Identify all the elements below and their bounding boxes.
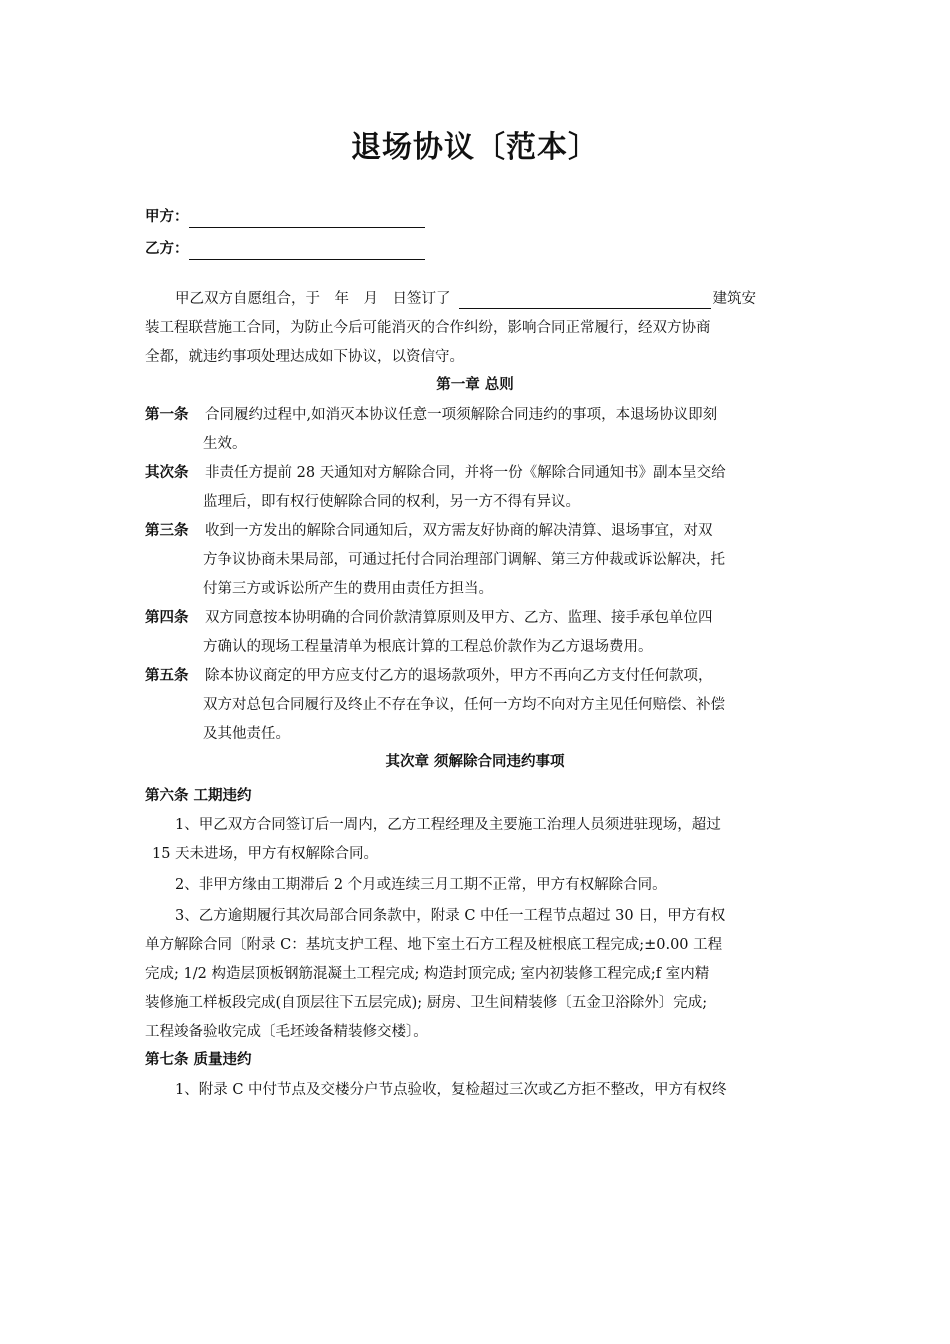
article-3-line-2: 方争议协商未果局部，可通过托付合同治理部门调解、第三方仲裁或诉讼解决，托 [203,552,725,568]
article-3: 第三条 收到一方发出的解除合同通知后，双方需友好协商的解决清算、退场事宜，对双 [145,523,713,539]
article-7-heading: 第七条 质量违约 [145,1052,252,1068]
contract-name-blank [459,293,711,309]
chapter-2-heading: 其次章 须解除合同违约事项 [385,754,565,770]
article-6-item-3-line-5: 工程竣备验收完成〔毛坯竣备精装修交楼〕。 [145,1024,428,1040]
article-6-item-3-line-4: 装修施工样板段完成(自顶层往下五层完成); 厨房、卫生间精装修〔五金卫浴除外〕完成; [145,995,708,1011]
article-6-item-1-line-1: 1、甲乙双方合同签订后一周内，乙方工程经理及主要施工治理人员须进驻现场，超过 [175,817,721,833]
article-6-item-3-line-1: 3、乙方逾期履行其次局部合同条款中，附录 C 中任一工程节点超过 30 日，甲方有权 [175,908,726,924]
party-b-blank [189,243,425,260]
article-4-label: 第四条 [145,610,189,626]
article-4-line-2: 方确认的现场工程量清单为根底计算的工程总价款作为乙方退场费用。 [203,639,653,655]
intro-line-2: 装工程联营施工合同，为防止今后可能消灭的合作纠纷，影响合同正常履行，经双方协商 [145,320,711,336]
article-1-line-2: 生效。 [203,436,247,452]
article-5: 第五条 除本协议商定的甲方应支付乙方的退场款项外，甲方不再向乙方支付任何款项， [145,668,713,684]
intro-line-1: 甲乙双方自愿组合，于 年 月 日签订了 建筑安 [175,291,756,307]
article-5-label: 第五条 [145,668,189,684]
article-2-line-2: 监理后，即有权行使解除合同的权利，另一方不得有异议。 [203,494,580,510]
article-2: 其次条 非责任方提前 28 天通知对方解除合同，并将一份《解除合同通知书》副本呈交给 [145,465,726,481]
chapter-1-heading: 第一章 总则 [436,377,514,393]
article-2-label: 其次条 [145,465,189,481]
article-3-label: 第三条 [145,523,189,539]
article-3-line-3: 付第三方或诉讼所产生的费用由责任方担当。 [203,581,493,597]
party-a-line [145,206,425,228]
article-5-line-2: 双方对总包合同履行及终止不存在争议，任何一方均不向对方主见任何赔偿、补偿 [203,697,725,713]
party-b-label: 乙方： [145,241,189,257]
article-6-item-2: 2、非甲方缘由工期滞后 2 个月或连续三月工期不正常，甲方有权解除合同。 [175,877,667,893]
article-1: 第一条 合同履约过程中,如消灭本协议任意一项须解除合同违约的事项，本退场协议即刻 [145,407,718,423]
party-a-blank [189,211,425,228]
article-5-line-3: 及其他责任。 [203,726,290,742]
article-6-item-3-line-3: 完成; 1/2 构造层顶板钢筋混凝土工程完成; 构造封顶完成; 室内初装修工程完成;f 室内精 [145,966,710,982]
intro-line-3: 全都，就违约事项处理达成如下协议，以资信守。 [145,349,464,365]
article-6-heading: 第六条 工期违约 [145,788,252,804]
party-a-label: 甲方： [145,209,189,225]
article-1-label: 第一条 [145,407,189,423]
article-4: 第四条 双方同意按本协明确的合同价款清算原则及甲方、乙方、监理、接手承包单位四 [145,610,713,626]
article-6-item-3-line-2: 单方解除合同〔附录 C：基坑支护工程、地下室土石方工程及桩根底工程完成;±0.00 工程 [145,937,723,953]
party-b-line [145,238,425,260]
document-title: 退场协议〔范本〕 [351,130,599,165]
article-7-item-1-line-1: 1、附录 C 中付节点及交楼分户节点验收，复检超过三次或乙方拒不整改，甲方有权终 [175,1082,727,1098]
article-6-item-1-line-2: 15 天未进场，甲方有权解除合同。 [152,846,379,862]
